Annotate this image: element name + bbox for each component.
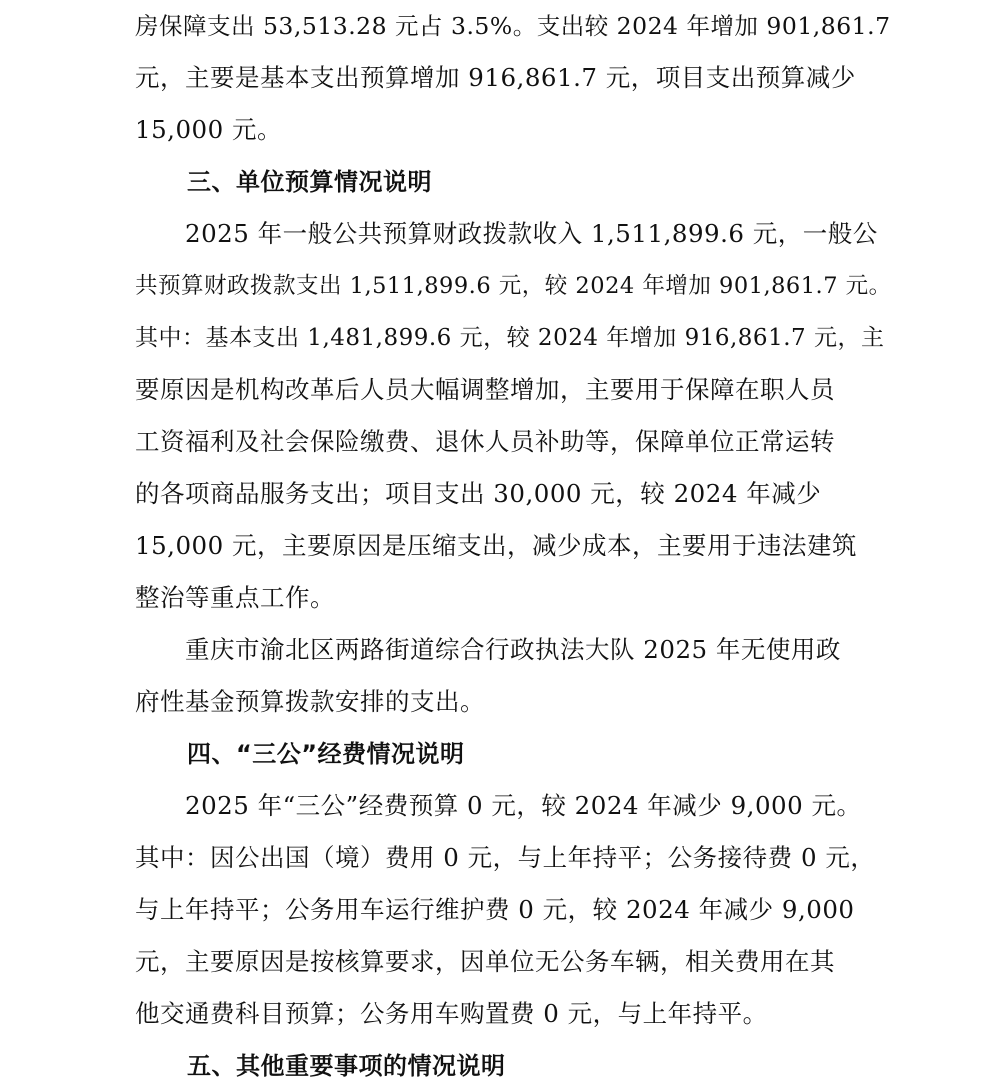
body-line-6: 其中：基本支出 1,481,899.6 元，较 2024 年增加 916,861.7 元，主 <box>135 325 885 351</box>
body-line-8: 工资福利及社会保险缴费、退休人员补助等，保障单位正常运转 <box>135 427 835 456</box>
section-heading-4: 四、“三公”经费情况说明 <box>187 740 465 768</box>
section-heading-5: 五、其他重要事项的情况说明 <box>187 1052 506 1080</box>
body-line-18: 他交通费科目预算；公务用车购置费 0 元，与上年持平。 <box>135 999 768 1028</box>
body-line-17: 元，主要原因是按核算要求，因单位无公务车辆，相关费用在其 <box>135 947 835 976</box>
body-line-5: 共预算财政拨款支出 1,511,899.6 元，较 2024 年增加 901,861.7 元。 <box>135 273 892 299</box>
body-line-11: 整治等重点工作。 <box>135 583 335 612</box>
body-line-12: 重庆市渝北区两路街道综合行政执法大队 2025 年无使用政 <box>185 635 841 664</box>
body-line-4: 2025 年一般公共预算财政拨款收入 1,511,899.6 元，一般公 <box>185 219 878 248</box>
body-line-2: 元，主要是基本支出预算增加 916,861.7 元，项目支出预算减少 <box>135 63 856 92</box>
body-line-1: 房保障支出 53,513.28 元占 3.5%。支出较 2024 年增加 901,861.7 <box>135 12 891 40</box>
body-line-7: 要原因是机构改革后人员大幅调整增加，主要用于保障在职人员 <box>135 375 835 404</box>
body-line-16: 与上年持平；公务用车运行维护费 0 元，较 2024 年减少 9,000 <box>135 895 855 924</box>
body-line-3: 15,000 元。 <box>135 115 283 144</box>
section-heading-3: 三、单位预算情况说明 <box>187 168 432 196</box>
body-line-9: 的各项商品服务支出；项目支出 30,000 元，较 2024 年减少 <box>135 479 822 508</box>
body-line-15: 其中：因公出国（境）费用 0 元，与上年持平；公务接待费 0 元， <box>135 843 876 872</box>
body-line-13: 府性基金预算拨款安排的支出。 <box>135 687 485 716</box>
body-line-14: 2025 年“三公”经费预算 0 元，较 2024 年减少 9,000 元。 <box>185 791 862 820</box>
body-line-10: 15,000 元，主要原因是压缩支出，减少成本，主要用于违法建筑 <box>135 531 858 560</box>
document-page <box>135 0 892 1092</box>
